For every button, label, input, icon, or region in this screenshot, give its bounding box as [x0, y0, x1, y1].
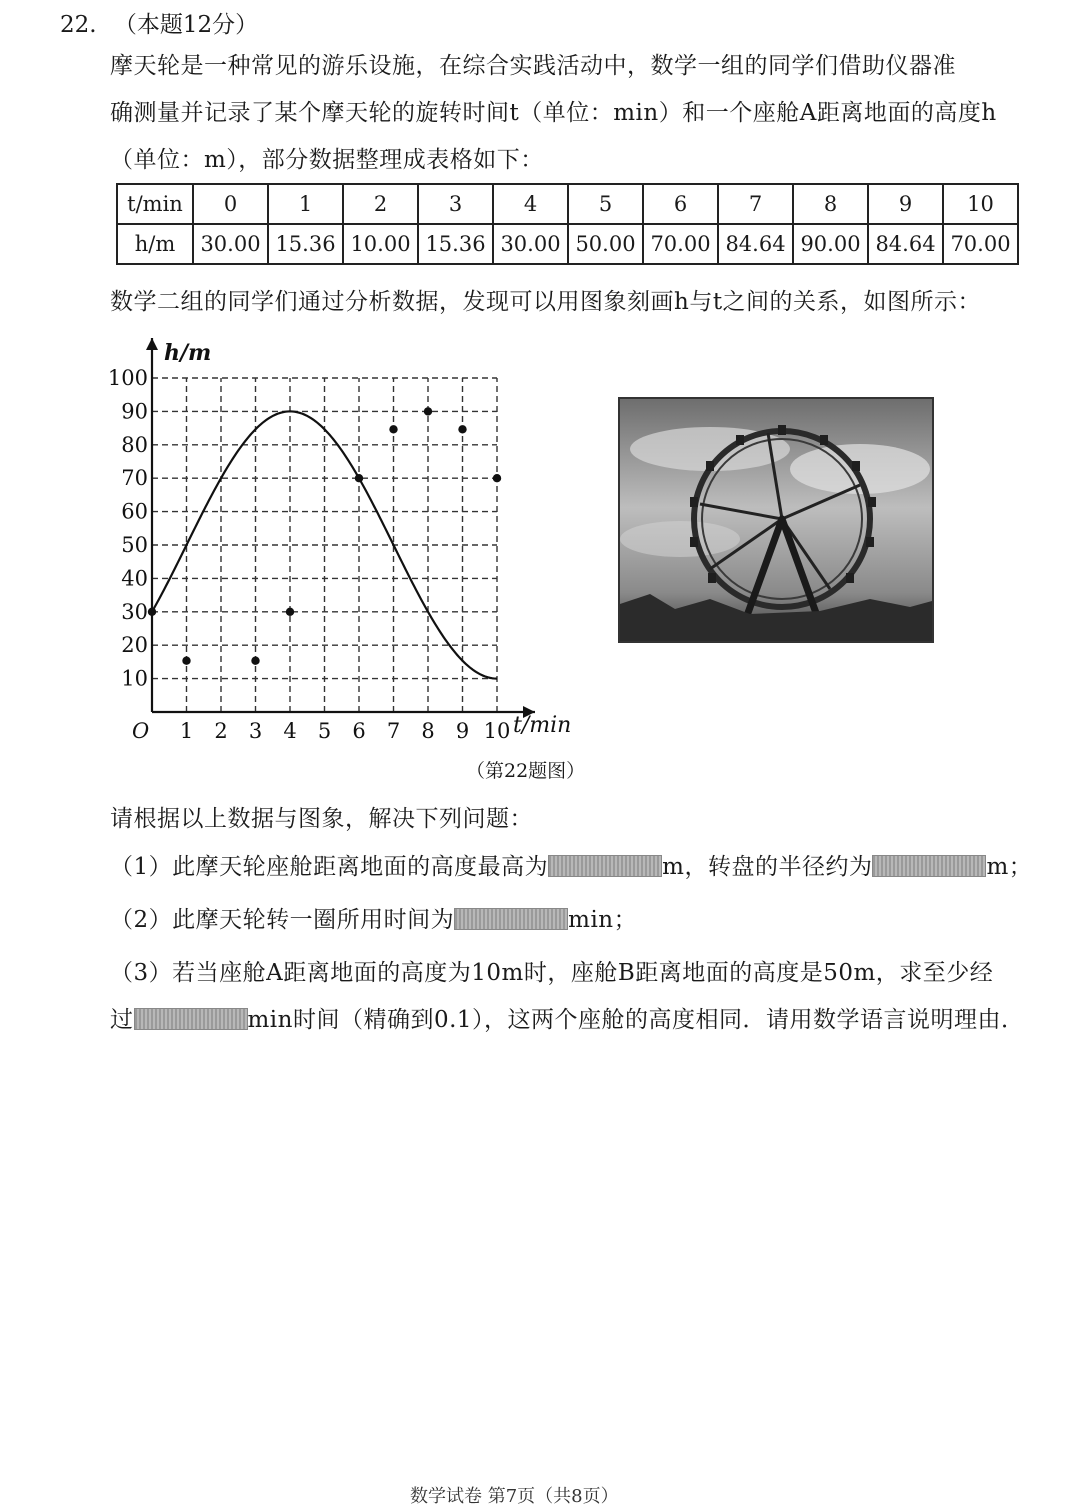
x-tick-label: 5 [317, 719, 332, 743]
table-cell: 70.00 [943, 224, 1018, 264]
y-tick-label: 50 [121, 533, 148, 557]
table-cell: 90.00 [793, 224, 868, 264]
prompt-line: 请根据以上数据与图象，解决下列问题： [110, 806, 533, 832]
table-cell: 2 [343, 184, 418, 224]
x-tick-label: 8 [421, 719, 435, 743]
table-cell: 30.00 [193, 224, 268, 264]
table-cell: 84.64 [868, 224, 943, 264]
answer-blank-1b[interactable] [872, 855, 986, 877]
height-time-chart [100, 318, 580, 748]
question-header [60, 6, 258, 39]
question-3-line-2 [110, 1001, 1025, 1034]
y-tick-label: 100 [107, 366, 148, 390]
page-footer: 数学试卷 第7页（共8页） [410, 1486, 619, 1507]
y-axis-arrow [146, 338, 158, 350]
answer-blank-1a[interactable] [548, 855, 662, 877]
data-table [116, 183, 1019, 265]
question-2 [110, 901, 637, 934]
table-cell: 8 [793, 184, 868, 224]
table-cell: 9 [868, 184, 943, 224]
y-tick-label: 40 [121, 566, 148, 591]
figure-caption: （第22题图） [466, 760, 586, 782]
x-tick-label: 2 [214, 719, 228, 743]
intro-line-3: （单位：m），部分数据整理成表格如下： [110, 147, 544, 173]
question-1-text-c: m； [986, 854, 1033, 880]
y-axis-label: h/m [164, 340, 212, 366]
table-cell: 10 [943, 184, 1018, 224]
x-axis-label: t/min [513, 713, 572, 738]
table-cell: 1 [268, 184, 343, 224]
table-cell: 70.00 [643, 224, 718, 264]
table-row-t [117, 184, 1018, 224]
x-tick-label: 6 [352, 719, 366, 743]
intro-line-1: 摩天轮是一种常见的游乐设施，在综合实践活动中，数学一组的同学们借助仪器准 [110, 53, 956, 79]
table-cell: 30.00 [493, 224, 568, 264]
table-cell: 3 [418, 184, 493, 224]
table-header-h: h/m [117, 224, 193, 264]
question-number: 22. [60, 12, 97, 38]
y-tick-label: 10 [121, 666, 148, 691]
y-tick-label: 90 [121, 399, 148, 424]
x-tick-label: 10 [483, 719, 511, 743]
y-tick-label: 20 [121, 633, 148, 658]
table-cell: 10.00 [343, 224, 418, 264]
question-1 [110, 848, 1032, 881]
answer-blank-3[interactable] [134, 1008, 248, 1030]
y-tick-label: 30 [121, 599, 148, 624]
question-1-text-b: m，转盘的半径约为 [662, 854, 873, 880]
y-tick-label: 60 [121, 499, 148, 524]
x-tick-label: 1 [179, 719, 194, 743]
data-point [493, 474, 501, 482]
answer-blank-2[interactable] [454, 908, 568, 930]
data-point [424, 407, 432, 415]
data-point [148, 608, 156, 616]
table-cell: 15.36 [268, 224, 343, 264]
table-cell: 6 [643, 184, 718, 224]
question-3-text-b: min时间（精确到0.1），这两个座舱的高度相同．请用数学语言说明理由． [247, 1007, 1025, 1033]
table-cell: 15.36 [418, 224, 493, 264]
y-tick-label: 70 [121, 466, 148, 491]
data-point [355, 474, 363, 482]
x-tick-label: 7 [386, 719, 401, 743]
question-3-line-1: （3）若当座舱A距离地面的高度为10m时，座舱B距离地面的高度是50m，求至少经 [110, 960, 994, 986]
x-tick-label: 9 [455, 719, 470, 743]
table-cell: 7 [718, 184, 793, 224]
table-cell: 4 [493, 184, 568, 224]
question-score: （本题12分） [113, 12, 259, 38]
x-tick-label: 4 [283, 719, 297, 743]
table-cell: 5 [568, 184, 643, 224]
data-point [251, 656, 259, 664]
table-cell: 0 [193, 184, 268, 224]
data-point [458, 425, 466, 433]
data-point [389, 425, 397, 433]
x-tick-label: 3 [248, 719, 263, 743]
data-point [286, 608, 294, 616]
table-header-t: t/min [117, 184, 193, 224]
analysis-line: 数学二组的同学们通过分析数据，发现可以用图象刻画h与t之间的关系，如图所示： [110, 289, 982, 315]
y-tick-label: 80 [121, 432, 148, 457]
table-cell: 84.64 [718, 224, 793, 264]
table-row-h [117, 224, 1018, 264]
origin-label: O [132, 719, 150, 743]
question-2-text-b: min； [568, 907, 638, 933]
question-3-text-a: 过 [110, 1007, 134, 1033]
question-2-text-a: （2）此摩天轮转一圈所用时间为 [110, 907, 455, 933]
table-cell: 50.00 [568, 224, 643, 264]
data-point [182, 656, 190, 664]
question-1-text-a: （1）此摩天轮座舱距离地面的高度最高为 [110, 854, 549, 880]
intro-line-2: 确测量并记录了某个摩天轮的旋转时间t（单位：min）和一个座舱A距离地面的高度h [110, 100, 997, 126]
ferris-wheel-photo [618, 397, 934, 643]
